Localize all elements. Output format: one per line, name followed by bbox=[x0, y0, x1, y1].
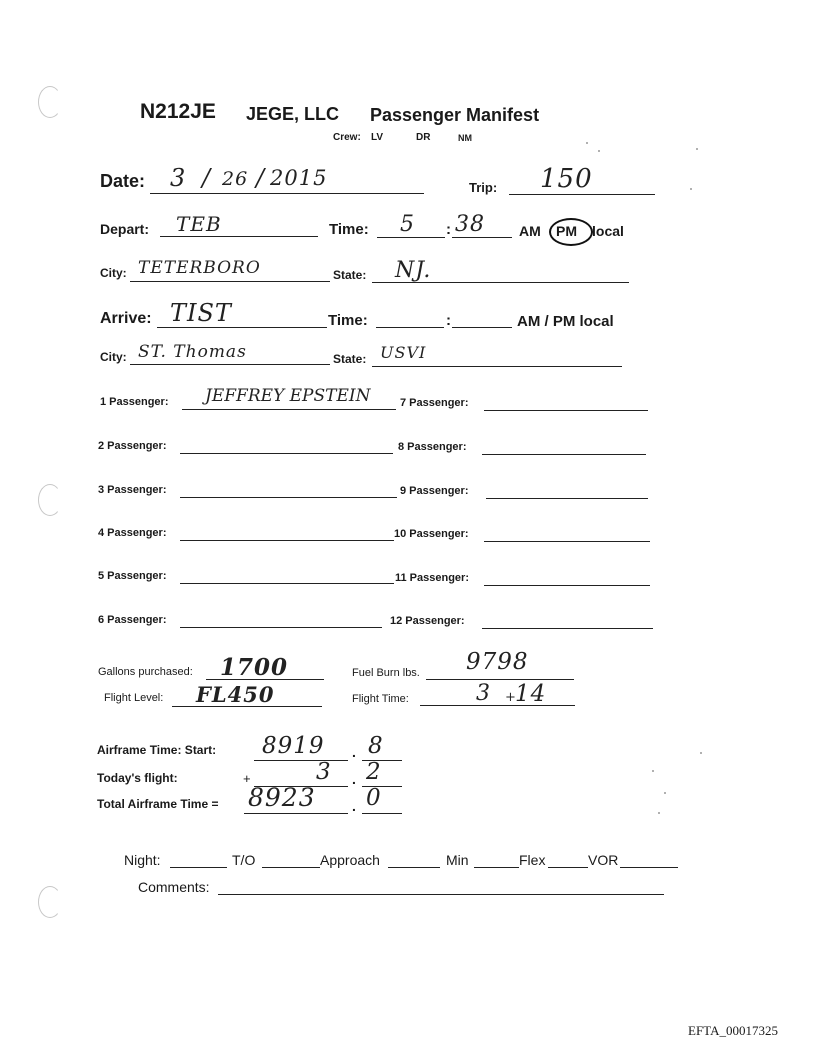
arrive-line bbox=[157, 327, 327, 328]
total-airframe-whole[interactable]: 8923 bbox=[248, 783, 316, 812]
company-name: JEGE, LLC bbox=[246, 104, 340, 124]
airframe-start-dot: . bbox=[352, 744, 356, 760]
scan-speck bbox=[586, 142, 588, 144]
depart-hour[interactable]: 5 bbox=[400, 212, 415, 237]
depart-state-label: State: bbox=[333, 268, 367, 282]
total-airframe-label: Total Airframe Time = bbox=[97, 797, 219, 811]
trip-number[interactable]: 150 bbox=[540, 164, 593, 194]
depart-time-label: Time: bbox=[329, 221, 369, 238]
scan-speck bbox=[598, 150, 600, 152]
arrive-city-label: City: bbox=[100, 350, 127, 364]
gallons-value[interactable]: 1700 bbox=[220, 654, 289, 681]
passenger-line bbox=[486, 498, 648, 499]
todays-flight-whole[interactable]: 3 bbox=[316, 759, 332, 785]
passenger-label: 10 Passenger: bbox=[394, 528, 469, 540]
arrive-time-colon: : bbox=[446, 312, 451, 329]
crew-member: LV bbox=[371, 132, 384, 143]
todays-flight-plus: + bbox=[243, 771, 251, 786]
passenger-line bbox=[180, 453, 393, 454]
passenger-line bbox=[182, 409, 396, 410]
airframe-start-whole-line bbox=[254, 760, 348, 761]
passenger-line bbox=[180, 627, 382, 628]
depart-state[interactable]: NJ. bbox=[395, 258, 432, 283]
arrive-hour-line bbox=[376, 327, 444, 328]
arrive-city-line bbox=[130, 364, 330, 365]
depart-line bbox=[160, 236, 318, 237]
night-label: Night: bbox=[124, 852, 161, 868]
flight-level-value[interactable]: FL450 bbox=[196, 682, 275, 707]
total-airframe-tenth-line bbox=[362, 813, 402, 814]
vor-label: VOR bbox=[588, 852, 619, 868]
passenger-label: 6 Passenger: bbox=[98, 614, 167, 626]
comments-line bbox=[218, 894, 664, 895]
passenger-label: 1 Passenger: bbox=[100, 396, 169, 408]
passenger-line bbox=[482, 454, 646, 455]
scan-speck bbox=[700, 752, 702, 754]
date-line bbox=[150, 193, 424, 194]
comments-label: Comments: bbox=[138, 879, 210, 895]
passenger-label: 5 Passenger: bbox=[98, 570, 167, 582]
passenger-label: 8 Passenger: bbox=[398, 441, 467, 453]
depart-minute-line bbox=[452, 237, 512, 238]
depart-minute[interactable]: 38 bbox=[455, 212, 485, 237]
date-label: Date: bbox=[100, 171, 146, 191]
scan-speck bbox=[652, 770, 654, 772]
flex-line bbox=[548, 867, 588, 868]
gallons-label: Gallons purchased: bbox=[98, 666, 193, 678]
depart-city[interactable]: TETERBORO bbox=[138, 258, 261, 278]
am-option: AM bbox=[519, 223, 541, 239]
airframe-start-tenth[interactable]: 8 bbox=[368, 733, 384, 759]
min-label: Min bbox=[446, 852, 469, 868]
scan-speck bbox=[664, 792, 666, 794]
passenger-label: 11 Passenger: bbox=[395, 572, 469, 584]
arrive-city[interactable]: ST. Thomas bbox=[138, 342, 247, 362]
total-airframe-dot: . bbox=[352, 798, 356, 814]
approach-label: Approach bbox=[320, 852, 380, 868]
passenger-label: 7 Passenger: bbox=[400, 397, 469, 409]
todays-flight-tenth[interactable]: 2 bbox=[366, 759, 382, 785]
todays-flight-label: Today's flight: bbox=[97, 771, 178, 785]
depart-city-label: City: bbox=[100, 266, 127, 280]
crew-member: DR bbox=[416, 132, 431, 143]
pm-option-selected[interactable]: PM bbox=[556, 223, 577, 239]
document-id: EFTA_00017325 bbox=[688, 1023, 778, 1038]
min-line bbox=[474, 867, 519, 868]
passenger-line bbox=[484, 541, 650, 542]
fuel-burn-value[interactable]: 9798 bbox=[466, 649, 529, 675]
passenger-name[interactable]: JEFFREY EPSTEIN bbox=[205, 386, 371, 406]
depart-airport[interactable]: TEB bbox=[176, 212, 222, 236]
arrive-minute-line bbox=[452, 327, 512, 328]
flight-level-label: Flight Level: bbox=[104, 692, 164, 704]
total-airframe-tenth[interactable]: 0 bbox=[366, 785, 382, 811]
passenger-label: 12 Passenger: bbox=[390, 615, 465, 627]
passenger-label: 9 Passenger: bbox=[400, 485, 469, 497]
arrive-state-label: State: bbox=[333, 352, 367, 366]
fuel-burn-label: Fuel Burn lbs. bbox=[352, 667, 420, 679]
airframe-start-label: Airframe Time: Start: bbox=[97, 743, 217, 757]
date-separator: / bbox=[256, 164, 266, 192]
flex-label: Flex bbox=[519, 852, 546, 868]
flight-time-separator: + bbox=[505, 690, 517, 705]
arrive-time-label: Time: bbox=[328, 312, 368, 329]
depart-label: Depart: bbox=[100, 221, 150, 237]
to-line bbox=[262, 867, 320, 868]
date-month[interactable]: 3 bbox=[170, 164, 187, 192]
total-airframe-whole-line bbox=[244, 813, 348, 814]
depart-time-colon: : bbox=[446, 221, 451, 238]
depart-hour-line bbox=[377, 237, 445, 238]
passenger-line bbox=[180, 497, 397, 498]
crew-label: Crew: bbox=[333, 132, 361, 143]
arrive-state[interactable]: USVI bbox=[380, 343, 427, 362]
am-pm-local-label: AM / PM local bbox=[517, 313, 614, 330]
punch-hole-middle bbox=[38, 484, 62, 516]
passenger-line bbox=[180, 540, 394, 541]
passenger-line bbox=[482, 628, 653, 629]
trip-label: Trip: bbox=[469, 180, 498, 195]
scan-speck bbox=[690, 188, 692, 190]
passenger-label: 4 Passenger: bbox=[98, 527, 167, 539]
to-label: T/O bbox=[232, 852, 256, 868]
passenger-line bbox=[484, 410, 648, 411]
trip-line bbox=[509, 194, 655, 195]
punch-hole-bottom bbox=[38, 886, 62, 918]
crew-member: NM bbox=[458, 133, 472, 143]
punch-hole-top bbox=[38, 86, 62, 118]
scan-speck bbox=[696, 148, 698, 150]
approach-line bbox=[388, 867, 440, 868]
date-day[interactable]: 26 bbox=[222, 168, 249, 190]
airframe-start-whole[interactable]: 8919 bbox=[262, 733, 325, 759]
passenger-line bbox=[484, 585, 650, 586]
arrive-airport[interactable]: TIST bbox=[170, 299, 232, 327]
night-line bbox=[170, 867, 227, 868]
arrive-label: Arrive: bbox=[100, 310, 152, 327]
date-separator: / bbox=[202, 164, 212, 192]
arrive-state-line bbox=[372, 366, 622, 367]
date-year[interactable]: 2015 bbox=[270, 166, 328, 190]
todays-flight-dot: . bbox=[352, 771, 356, 787]
passenger-label: 2 Passenger: bbox=[98, 440, 167, 452]
tail-number: N212JE bbox=[140, 100, 216, 123]
flight-time-label: Flight Time: bbox=[352, 693, 409, 705]
local-label: local bbox=[592, 223, 624, 239]
scan-speck bbox=[658, 812, 660, 814]
flight-time-minutes[interactable]: 14 bbox=[515, 681, 547, 707]
flight-time-hours[interactable]: 3 bbox=[476, 681, 491, 706]
passenger-line bbox=[180, 583, 394, 584]
form-title: Passenger Manifest bbox=[370, 105, 540, 125]
flight-time-line bbox=[420, 705, 575, 706]
depart-city-line bbox=[130, 281, 330, 282]
vor-line bbox=[620, 867, 678, 868]
passenger-label: 3 Passenger: bbox=[98, 484, 167, 496]
fuel-burn-line bbox=[426, 679, 574, 680]
